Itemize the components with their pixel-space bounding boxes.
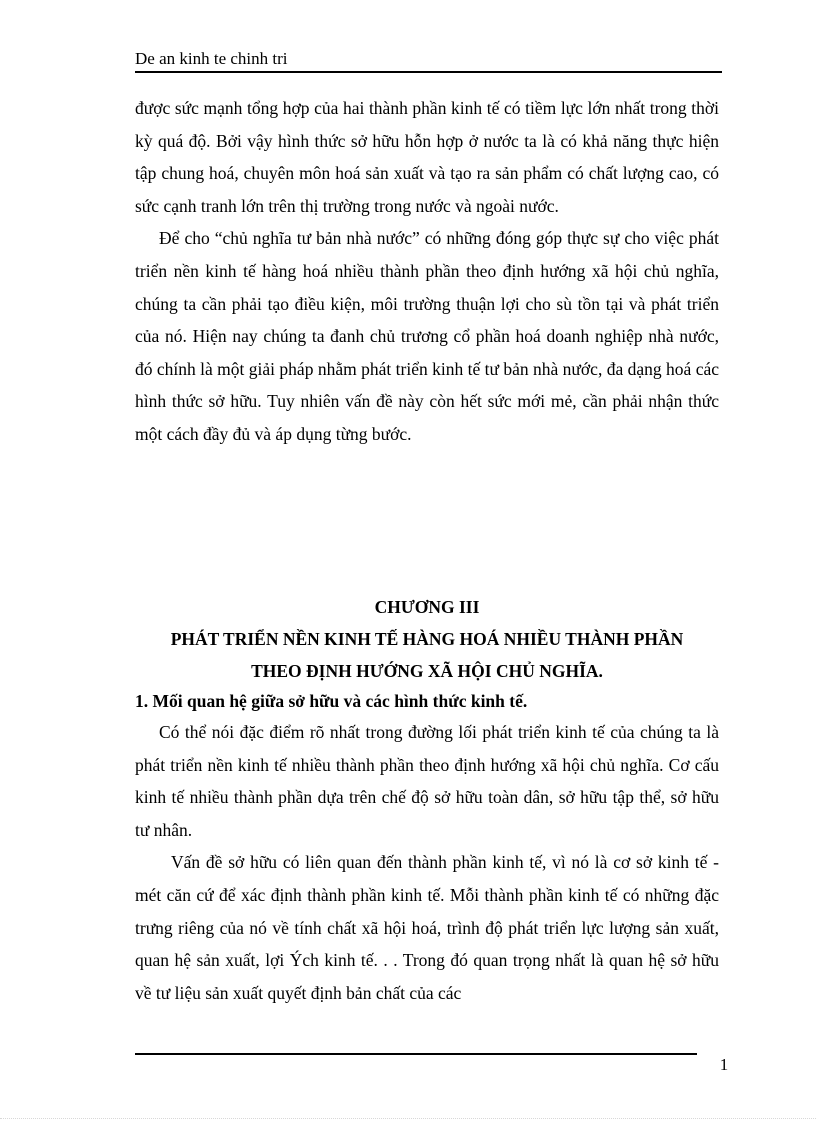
footer-rule <box>135 1053 697 1055</box>
chapter-title-line-2: THEO ĐỊNH HƯỚNG XÃ HỘI CHỦ NGHĨA. <box>251 661 603 681</box>
paragraph: được sức mạnh tổng hợp của hai thành phần kinh tế có tiềm lực lớn nhất trong thời kỳ quá độ. Bởi vậy hình thức sở hữu hỗn hợp ở nước ta là có khả năng thực hiện tập chung hoá, chuyên môn hoá sản xuất và tạo ra sản phẩm có chất lượng cao, có sức cạnh tranh lớn trên thị trường trong nước và ngoài nước. <box>135 98 719 216</box>
page-number: 1 <box>719 1055 729 1074</box>
page-header <box>135 48 722 73</box>
header-title: De an kinh te chinh tri <box>135 49 288 68</box>
chapter-title-line-1: PHÁT TRIỂN NỀN KINH TẾ HÀNG HOÁ NHIỀU THÀNH PHẦN <box>170 629 684 649</box>
section-text-block <box>135 716 719 1009</box>
page-edge-divider <box>0 1118 816 1119</box>
section-heading: 1. Mối quan hệ giữa sở hữu và các hình thức kinh tế. <box>135 691 528 711</box>
chapter-number: CHƯƠNG III <box>374 597 480 617</box>
paragraph: Vấn đề sở hữu có liên quan đến thành phần kinh tế, vì nó là cơ sở kinh tế - mét căn cứ để xác định thành phần kinh tế. Mỗi thành phần kinh tế có những đặc trưng riêng của nó về tính chất xã hội hoá, trình độ phát triển lực lượng sản xuất, quan hệ sản xuất, lợi Ých kinh tế. . . Trong đó quan trọng nhất là quan hệ sở hữu về tư liệu sản xuất quyết định bản chất của các <box>135 852 719 1003</box>
intro-text-block <box>135 92 719 451</box>
paragraph: Để cho “chủ nghĩa tư bản nhà nước” có những đóng góp thực sự cho việc phát triển nền kinh tế hàng hoá nhiều thành phần theo định hướng xã hội chủ nghĩa, chúng ta cần phải tạo điều kiện, môi trường thuận lợi cho sù tồn tại và phát triển của nó. Hiện nay chúng ta đanh chủ trương cổ phần hoá doanh nghiệp nhà nước, đó chính là một giải pháp nhằm phát triển kinh tế tư bản nhà nước, đa dạng hoá các hình thức sở hữu. Tuy nhiên vấn đề này còn hết sức mới mẻ, cần phải nhận thức một cách đầy đủ và áp dụng từng bước. <box>135 228 719 444</box>
paragraph: Có thể nói đặc điểm rõ nhất trong đường lối phát triển kinh tế của chúng ta là phát triển nền kinh tế nhiều thành phần theo định hướng xã hội chủ nghĩa. Cơ cấu kinh tế nhiều thành phần dựa trên chế độ sở hữu toàn dân, sở hữu tập thể, sở hữu tư nhân. <box>135 722 719 840</box>
chapter-heading <box>135 591 719 687</box>
